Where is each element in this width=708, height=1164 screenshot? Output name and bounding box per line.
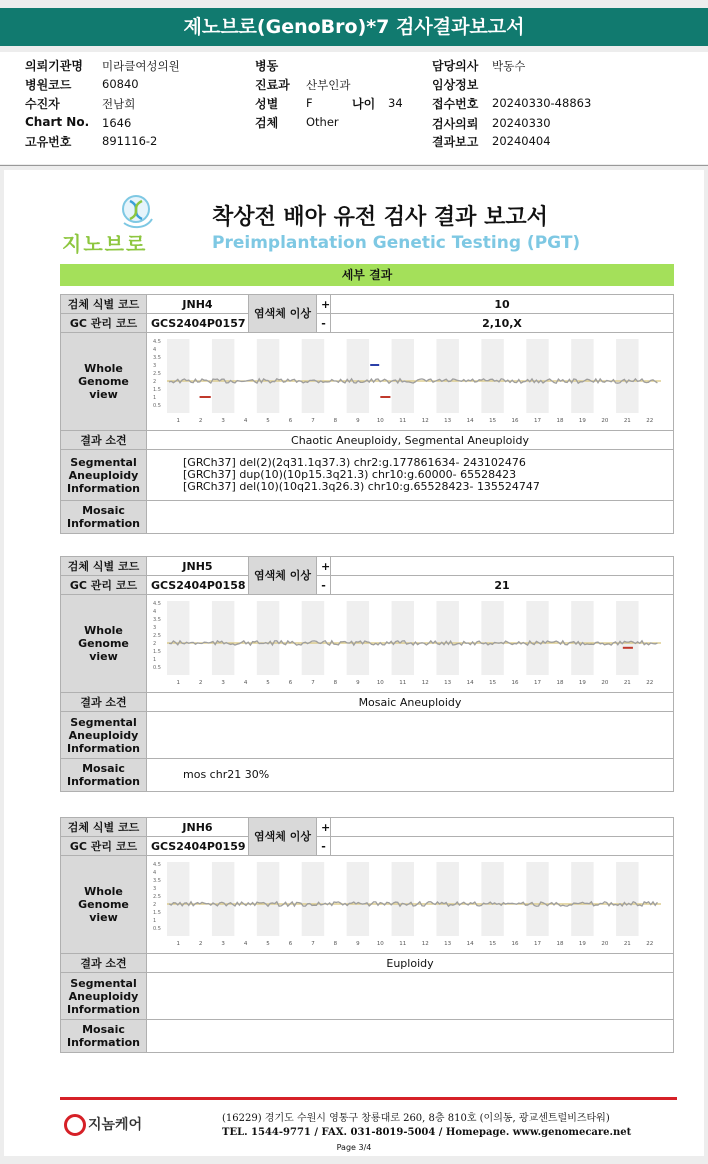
result-value: Chaotic Aneuploidy, Segmental Aneuploidy: [147, 431, 674, 450]
sample-table-jnh6: [60, 817, 674, 1053]
x-tick-label: 11: [399, 418, 407, 424]
x-tick-label: 19: [578, 941, 586, 947]
chromosome-band: [616, 601, 638, 675]
x-tick-label: 22: [646, 680, 654, 686]
value-doctor: 박동수: [492, 59, 526, 73]
section-detailed-results: 세부 결과: [60, 264, 674, 286]
y-tick-label: 4: [153, 609, 157, 615]
gc-code-value: GCS2404P0158: [147, 576, 249, 595]
value-hospital-code: 60840: [102, 77, 139, 91]
segmental-info: [147, 973, 674, 1020]
chromosome-band: [616, 862, 638, 936]
mosaic-label: Mosaic Information: [61, 1020, 147, 1053]
chromosome-band: [436, 862, 458, 936]
x-tick-label: 5: [266, 418, 270, 424]
chromosome-band: [347, 862, 369, 936]
y-tick-label: 2: [153, 902, 157, 908]
chromosome-abnormality-label: 염색체 이상: [249, 295, 317, 333]
genomecare-g-icon: [64, 1114, 86, 1136]
x-tick-label: 20: [601, 680, 609, 686]
x-tick-label: 14: [466, 680, 474, 686]
x-tick-label: 9: [356, 680, 360, 686]
x-tick-label: 11: [399, 941, 407, 947]
chromosome-band: [526, 862, 548, 936]
chromosome-band: [302, 339, 324, 413]
label-doctor: 담당의사: [432, 59, 479, 73]
value-age: 34: [388, 96, 403, 110]
label-specimen: 검체: [255, 116, 279, 130]
gain-value: [331, 557, 674, 576]
loss-value: 21: [331, 576, 674, 595]
chromosome-band: [571, 339, 593, 413]
chromosome-band: [167, 862, 189, 936]
chromosome-band: [436, 601, 458, 675]
y-tick-label: 2.5: [153, 633, 161, 639]
x-tick-label: 15: [489, 941, 497, 947]
chromosome-band: [257, 339, 279, 413]
whole-genome-view-label: Whole Genome view: [61, 856, 147, 954]
x-tick-label: 2: [198, 941, 203, 947]
plus-sign: +: [317, 818, 331, 837]
loss-value: 2,10,X: [331, 314, 674, 333]
x-tick-label: 13: [444, 680, 452, 686]
minus-sign: -: [317, 314, 331, 333]
value-receipt-no: 20240330-48863: [492, 96, 592, 110]
x-tick-label: 16: [511, 680, 519, 686]
x-tick-label: 8: [333, 418, 338, 424]
segmental-line: [GRCh37] del(10)(10q21.3q26.3) chr10:g.65528423- 135524747: [183, 480, 540, 493]
report-title: 제노브로(GenoBro)*7 검사결과보고서: [183, 16, 525, 38]
label-age: 나이: [352, 97, 376, 111]
y-tick-label: 3.5: [153, 617, 161, 623]
chromosome-band: [212, 862, 234, 936]
x-tick-label: 4: [243, 418, 248, 424]
genobro-logo-text: 지노브로: [62, 232, 148, 256]
x-tick-label: 15: [489, 418, 497, 424]
sample-id-label: 검체 식별 코드: [61, 557, 147, 576]
label-request-date: 검사의뢰: [432, 117, 479, 131]
x-tick-label: 13: [444, 941, 452, 947]
gain-value: 10: [331, 295, 674, 314]
label-ward: 병동: [255, 59, 279, 73]
chromosome-band: [347, 601, 369, 675]
gc-code-label: GC 관리 코드: [61, 837, 147, 856]
whole-genome-plot: [151, 595, 675, 689]
x-tick-label: 17: [534, 941, 541, 947]
value-patient: 전남희: [102, 97, 136, 111]
chromosome-band: [392, 339, 414, 413]
x-tick-label: 21: [623, 418, 631, 424]
plus-sign: +: [317, 295, 331, 314]
x-tick-label: 19: [578, 418, 586, 424]
x-tick-label: 18: [556, 680, 564, 686]
y-tick-label: 0.5: [153, 665, 161, 671]
chromosome-band: [167, 339, 189, 413]
y-tick-label: 1.5: [153, 910, 161, 916]
y-tick-label: 2.5: [153, 894, 161, 900]
segmental-label: Segmental Aneuploidy Information: [61, 450, 147, 501]
patient-info: [0, 52, 708, 164]
x-tick-label: 22: [646, 418, 654, 424]
y-tick-label: 4.5: [153, 601, 161, 607]
x-tick-label: 17: [534, 418, 541, 424]
x-tick-label: 14: [466, 418, 474, 424]
x-tick-label: 9: [356, 418, 360, 424]
value-request-date: 20240330: [492, 116, 551, 130]
result-label: 결과 소견: [61, 693, 147, 712]
result-label: 결과 소견: [61, 431, 147, 450]
genomecare-logo-text: 지놈케어: [88, 1117, 143, 1133]
y-tick-label: 3.5: [153, 355, 161, 361]
sample-id-value: JNH4: [147, 295, 249, 314]
sample-id-label: 검체 식별 코드: [61, 818, 147, 837]
minus-sign: -: [317, 837, 331, 856]
x-tick-label: 1: [176, 418, 180, 424]
result-label: 결과 소견: [61, 954, 147, 973]
report-title-bar: [0, 8, 708, 46]
value-report-date: 20240404: [492, 134, 551, 148]
x-tick-label: 8: [333, 680, 338, 686]
sample-table-jnh4: [60, 294, 674, 534]
y-tick-label: 1.5: [153, 387, 161, 393]
whole-genome-view-label: Whole Genome view: [61, 333, 147, 431]
mosaic-label: Mosaic Information: [61, 501, 147, 534]
chromosome-band: [526, 339, 548, 413]
result-value: Euploidy: [147, 954, 674, 973]
genomecare-logo: [64, 1114, 142, 1136]
whole-genome-view-label: Whole Genome view: [61, 595, 147, 693]
y-tick-label: 3.5: [153, 878, 161, 884]
y-tick-label: 3: [153, 886, 157, 892]
x-tick-label: 13: [444, 418, 452, 424]
chromosome-band: [392, 601, 414, 675]
y-tick-label: 4: [153, 347, 157, 353]
x-tick-label: 8: [333, 941, 338, 947]
x-tick-label: 3: [221, 418, 225, 424]
footer-contact: TEL. 1544-9771 / FAX. 031-8019-5004 / Homepage. www.genomecare.net: [222, 1127, 632, 1138]
value-sex: F: [306, 96, 313, 110]
sample-id-value: JNH5: [147, 557, 249, 576]
y-tick-label: 4: [153, 870, 157, 876]
footer-address: (16229) 경기도 수원시 영통구 창룡대로 260, 8층 810호 (이의동, 광교센트럴비즈타워): [222, 1113, 610, 1124]
segmental-line: [GRCh37] dup(10)(10p15.3q21.3) chr10:g.60000- 65528423: [183, 468, 517, 481]
chromosome-band: [526, 601, 548, 675]
y-tick-label: 0.5: [153, 926, 161, 932]
label-patient: 수진자: [25, 97, 60, 111]
sample-table-jnh5: [60, 556, 674, 792]
label-sex: 성별: [255, 97, 279, 111]
value-department: 산부인과: [306, 78, 351, 92]
whole-genome-plot-cell: [147, 595, 674, 693]
x-tick-label: 7: [311, 680, 315, 686]
x-tick-label: 15: [489, 680, 497, 686]
report-title-korean: 착상전 배아 유전 검사 결과 보고서: [212, 205, 548, 230]
x-tick-label: 1: [176, 680, 180, 686]
whole-genome-plot: [151, 333, 675, 427]
y-tick-label: 2.5: [153, 371, 161, 377]
mosaic-info: [147, 501, 674, 534]
x-tick-label: 1: [176, 941, 180, 947]
label-chart-no: Chart No.: [25, 115, 90, 129]
plus-sign: +: [317, 557, 331, 576]
y-tick-label: 0.5: [153, 403, 161, 409]
chromosome-band: [347, 339, 369, 413]
mosaic-info: [147, 1020, 674, 1053]
y-tick-label: 1.5: [153, 649, 161, 655]
x-tick-label: 10: [376, 418, 384, 424]
x-tick-label: 7: [311, 941, 315, 947]
chromosome-band: [481, 601, 503, 675]
x-tick-label: 17: [534, 680, 541, 686]
footer-address-block: [222, 1112, 631, 1140]
dna-logo-icon: [118, 193, 154, 229]
x-tick-label: 18: [556, 941, 564, 947]
y-tick-label: 1: [153, 395, 157, 401]
x-tick-label: 10: [376, 680, 384, 686]
chromosome-band: [212, 339, 234, 413]
gc-code-value: GCS2404P0159: [147, 837, 249, 856]
x-tick-label: 2: [198, 418, 203, 424]
y-tick-label: 3: [153, 363, 157, 369]
x-tick-label: 19: [578, 680, 586, 686]
whole-genome-plot-cell: [147, 856, 674, 954]
x-tick-label: 11: [399, 680, 407, 686]
segmental-info: [147, 712, 674, 759]
label-clinical-info: 임상정보: [432, 78, 479, 92]
x-tick-label: 12: [421, 418, 429, 424]
x-tick-label: 5: [266, 941, 270, 947]
x-tick-label: 18: [556, 418, 564, 424]
chromosome-band: [616, 339, 638, 413]
x-tick-label: 14: [466, 941, 474, 947]
y-tick-label: 1: [153, 918, 157, 924]
x-tick-label: 16: [511, 941, 519, 947]
value-specimen: Other: [306, 115, 339, 129]
report-title-english: Preimplantation Genetic Testing (PGT): [212, 233, 581, 253]
chromosome-band: [436, 339, 458, 413]
y-tick-label: 3: [153, 625, 157, 631]
footer-divider: [60, 1097, 677, 1100]
x-tick-label: 4: [243, 680, 248, 686]
sample-id-label: 검체 식별 코드: [61, 295, 147, 314]
x-tick-label: 22: [646, 941, 654, 947]
y-tick-label: 4.5: [153, 339, 161, 345]
x-tick-label: 20: [601, 418, 609, 424]
chromosome-band: [392, 862, 414, 936]
x-tick-label: 6: [288, 680, 293, 686]
x-tick-label: 3: [221, 941, 225, 947]
x-tick-label: 7: [311, 418, 315, 424]
mosaic-info: [147, 759, 674, 792]
minus-sign: -: [317, 576, 331, 595]
mosaic-line: mos chr21 30%: [183, 768, 270, 781]
gc-code-label: GC 관리 코드: [61, 314, 147, 333]
x-tick-label: 21: [623, 941, 631, 947]
header-divider: [0, 165, 708, 166]
x-tick-label: 6: [288, 418, 293, 424]
x-tick-label: 6: [288, 941, 293, 947]
x-tick-label: 10: [376, 941, 384, 947]
whole-genome-plot: [151, 856, 675, 950]
x-tick-label: 12: [421, 680, 429, 686]
whole-genome-plot-cell: [147, 333, 674, 431]
value-unique-no: 891116-2: [102, 134, 158, 148]
gain-value: [331, 818, 674, 837]
y-tick-label: 1: [153, 657, 157, 663]
y-tick-label: 2: [153, 379, 157, 385]
label-receipt-no: 접수번호: [432, 97, 479, 111]
chromosome-band: [302, 862, 324, 936]
label-institution: 의뢰기관명: [25, 59, 83, 73]
x-tick-label: 3: [221, 680, 225, 686]
chromosome-band: [212, 601, 234, 675]
label-hospital-code: 병원코드: [25, 78, 72, 92]
label-unique-no: 고유번호: [25, 135, 72, 149]
page-number: Page 3/4: [336, 1143, 372, 1152]
mosaic-label: Mosaic Information: [61, 759, 147, 792]
y-tick-label: 2: [153, 641, 157, 647]
chromosome-band: [302, 601, 324, 675]
chromosome-band: [257, 601, 279, 675]
label-report-date: 결과보고: [432, 135, 479, 149]
value-institution: 미라클여성의원: [102, 59, 180, 73]
loss-value: [331, 837, 674, 856]
segmental-label: Segmental Aneuploidy Information: [61, 712, 147, 759]
x-tick-label: 4: [243, 941, 248, 947]
gc-code-value: GCS2404P0157: [147, 314, 249, 333]
x-tick-label: 9: [356, 941, 360, 947]
chromosome-band: [481, 339, 503, 413]
sample-id-value: JNH6: [147, 818, 249, 837]
x-tick-label: 20: [601, 941, 609, 947]
chromosome-band: [481, 862, 503, 936]
chromosome-abnormality-label: 염색체 이상: [249, 818, 317, 856]
y-tick-label: 4.5: [153, 862, 161, 868]
label-department: 진료과: [255, 78, 290, 92]
x-tick-label: 5: [266, 680, 270, 686]
x-tick-label: 16: [511, 418, 519, 424]
segmental-info: [147, 450, 674, 501]
x-tick-label: 21: [623, 680, 631, 686]
x-tick-label: 2: [198, 680, 203, 686]
chromosome-band: [257, 862, 279, 936]
segmental-label: Segmental Aneuploidy Information: [61, 973, 147, 1020]
segmental-line: [GRCh37] del(2)(2q31.1q37.3) chr2:g.177861634- 243102476: [183, 456, 526, 469]
result-value: Mosaic Aneuploidy: [147, 693, 674, 712]
gc-code-label: GC 관리 코드: [61, 576, 147, 595]
chromosome-band: [571, 862, 593, 936]
chromosome-band: [571, 601, 593, 675]
chromosome-abnormality-label: 염색체 이상: [249, 557, 317, 595]
chromosome-band: [167, 601, 189, 675]
value-chart-no: 1646: [102, 116, 132, 130]
x-tick-label: 12: [421, 941, 429, 947]
